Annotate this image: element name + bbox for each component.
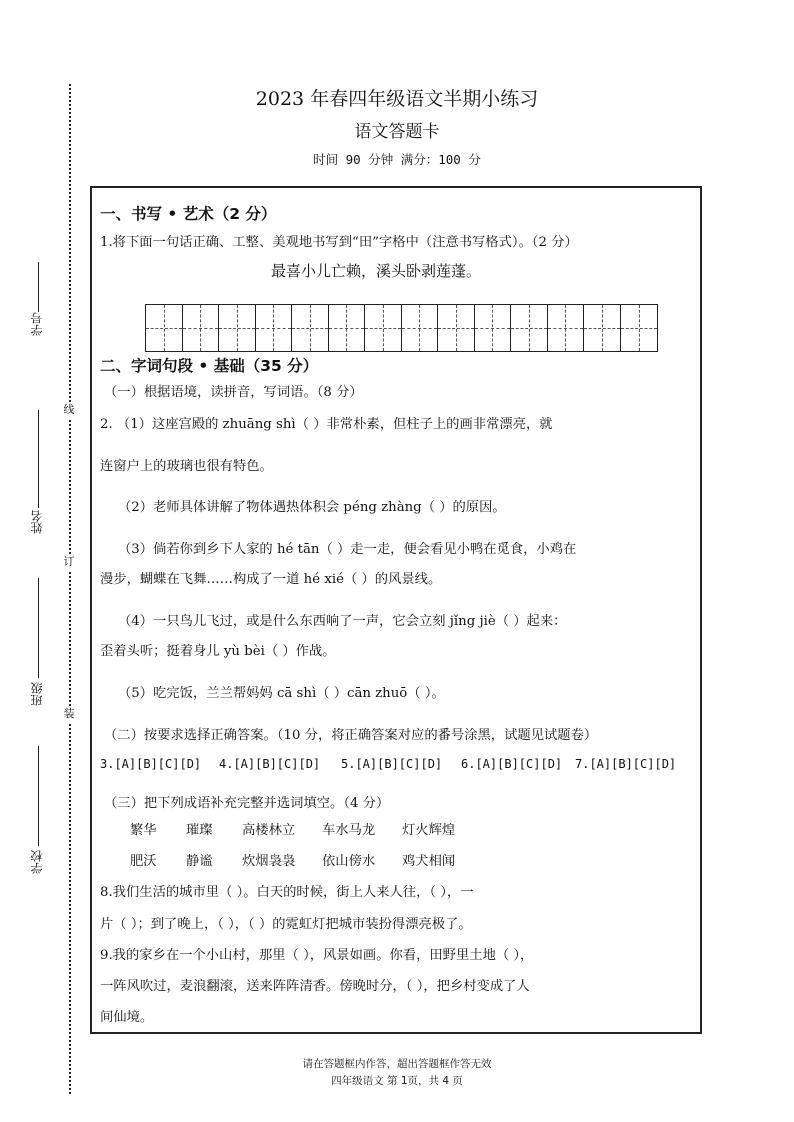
tianzige-cell[interactable]: [621, 305, 658, 351]
tianzige-cell[interactable]: [219, 305, 256, 351]
tianzige-cell[interactable]: [256, 305, 293, 351]
footer-page-info: 四年级语文 第 1页，共 4 页: [331, 1075, 463, 1087]
tianzige-cell[interactable]: [292, 305, 329, 351]
binding-mark-ding: 订: [61, 554, 77, 570]
part3-heading: （三）把下列成语补充完整并选词填空。（4 分）: [104, 796, 390, 811]
answer-option-3[interactable]: 3.[A][B][C][D]: [100, 757, 202, 771]
tianzige-cell[interactable]: [402, 305, 439, 351]
name-label: 姓名: [30, 510, 44, 534]
question-2-5: （5）吃完饭，兰兰帮妈妈 cā shì（ ）cān zhuō（ ）。: [118, 686, 445, 701]
tianzige-cell[interactable]: [365, 305, 402, 351]
idiom-word: 鸡犬相闻: [402, 854, 456, 869]
question-2-4-line1: （4）一只鸟儿飞过，或是什么东西响了一声，它会立刻 jǐng jiè（ ）起来：: [118, 614, 567, 629]
answer-option-6[interactable]: 6.[A][B][C][D]: [461, 757, 563, 771]
tianzige-cell[interactable]: [329, 305, 366, 351]
answer-option-4[interactable]: 4.[A][B][C][D]: [219, 757, 321, 771]
tianzige-cell[interactable]: [183, 305, 220, 351]
question-2-4-line2: 歪着头听；挺着身儿 yù bèi（ ）作战。: [100, 644, 336, 659]
tianzige-cell[interactable]: [438, 305, 475, 351]
idiom-word: 灯火辉煌: [402, 823, 456, 838]
tianzige-cell[interactable]: [511, 305, 548, 351]
question-2-1-line2: 连窗户上的玻璃也很有特色。: [100, 459, 273, 474]
binding-mark-xian: 线: [61, 402, 77, 418]
school-label: 学校: [30, 850, 44, 874]
copy-sentence: 最喜小儿亡赖，溪头卧剥莲蓬。: [271, 262, 482, 280]
tianzige-grid[interactable]: [145, 304, 658, 352]
question-2-2: （2）老师具体讲解了物体遇热体积会 péng zhàng（ ）的原因。: [118, 500, 506, 515]
question-2-3-line2: 漫步，蝴蝶在飞舞……构成了一道 hé xié（ ）的风景线。: [100, 572, 442, 587]
page-subtitle: 语文答题卡: [354, 122, 440, 142]
part1-heading: （一）根据语境，读拼音，写词语。（8 分）: [104, 385, 363, 400]
question-8-line2: 片（ ）；到了晚上，（ ），（ ）的霓虹灯把城市装扮得漂亮极了。: [100, 917, 472, 932]
section1-heading: 一、书写 • 艺术（2 分）: [100, 205, 277, 223]
question-9-line1: 9.我的家乡在一个小山村，那里（ ），风景如画。你看，田野里土地（ ），: [100, 948, 534, 963]
name-line: [38, 410, 39, 508]
idiom-word: 璀璨: [186, 823, 213, 838]
exam-meta: 时间 90 分钟 满分：100 分: [313, 152, 481, 167]
tianzige-cell[interactable]: [584, 305, 621, 351]
question-8-line1: 8.我们生活的城市里（ ）。白天的时候，街上人来人往，（ ），一: [100, 885, 474, 900]
class-line: [38, 578, 39, 678]
answer-option-7[interactable]: 7.[A][B][C][D]: [575, 757, 677, 771]
question-9-line2: 一阵风吹过，麦浪翻滚，送来阵阵清香。傍晚时分，（ ），把乡村变成了人: [100, 979, 530, 994]
section2-heading: 二、字词句段 • 基础（35 分）: [100, 357, 319, 375]
idiom-word: 车水马龙: [322, 823, 376, 838]
idiom-word: 繁华: [130, 823, 157, 838]
question-2-3-line1: （3）倘若你到乡下人家的 hé tān（ ）走一走，便会看见小鸭在觅食，小鸡在: [118, 542, 577, 557]
binding-dotted-line: [69, 84, 71, 1094]
tianzige-cell[interactable]: [548, 305, 585, 351]
part2-heading: （二）按要求选择正确答案。（10 分，将正确答案对应的番号涂黑，试题见试题卷）: [104, 728, 598, 743]
page-title: 2023 年春四年级语文半期小练习: [255, 88, 539, 110]
class-label: 班级: [30, 682, 44, 706]
question-1: 1.将下面一句话正确、工整、美观地书写到“田”字格中（注意书写格式）。（2 分）: [100, 235, 578, 250]
school-line: [38, 746, 39, 846]
idiom-word: 静谧: [186, 854, 213, 869]
question-9-line3: 间仙境。: [100, 1010, 154, 1025]
binding-mark-zhuang: 装: [61, 706, 77, 722]
answer-option-5[interactable]: 5.[A][B][C][D]: [341, 757, 443, 771]
tianzige-cell[interactable]: [146, 305, 183, 351]
student-number-line: [38, 262, 39, 312]
idiom-word: 肥沃: [130, 854, 157, 869]
idiom-word: 依山傍水: [322, 854, 376, 869]
footer-notice: 请在答题框内作答，超出答题框作答无效: [302, 1058, 492, 1070]
student-number-label: 学号: [30, 312, 44, 336]
question-2-1-line1: 2. （1）这座宫殿的 zhuāng shì（ ）非常朴素，但柱子上的画非常漂亮，就: [100, 417, 553, 432]
tianzige-cell[interactable]: [475, 305, 512, 351]
idiom-word: 高楼林立: [242, 823, 296, 838]
idiom-word: 炊烟袅袅: [242, 854, 296, 869]
